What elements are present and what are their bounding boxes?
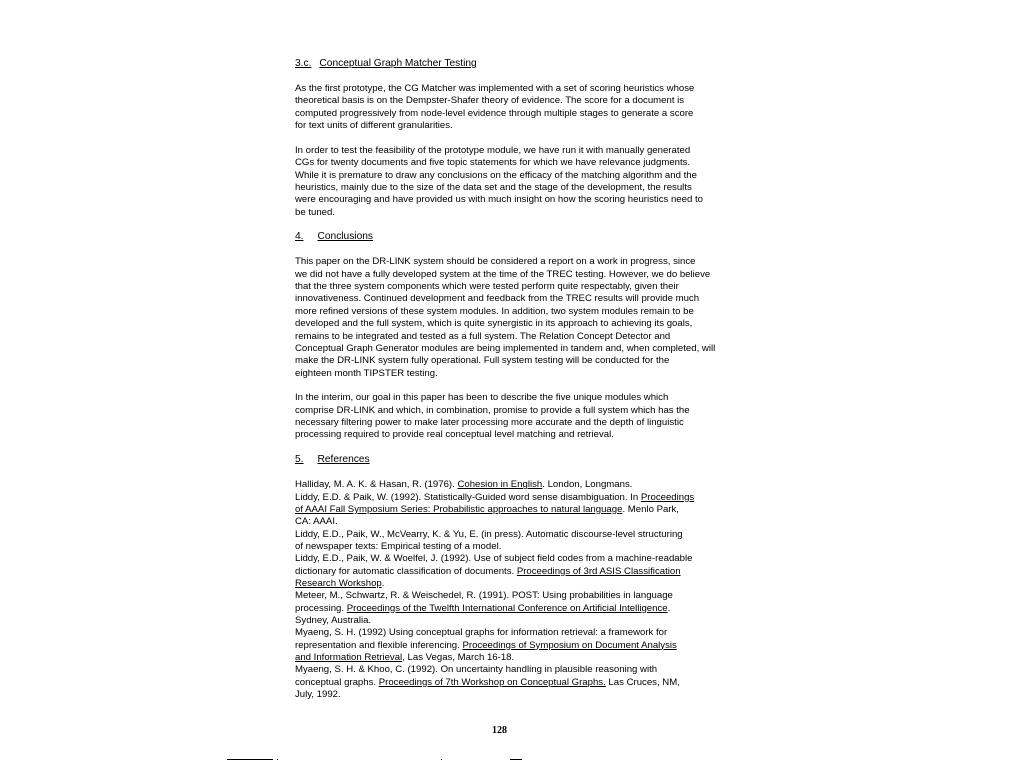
paragraph <box>295 145 725 219</box>
text-line: necessary filtering power to make later processing more accurate and the depth of linguistic <box>295 417 684 429</box>
text-line: CGs for twenty documents and five topic statements for which we have relevance judgments. <box>295 157 691 169</box>
reference-line <box>295 652 725 664</box>
paragraph <box>295 392 725 441</box>
text-line: In order to test the feasibility of the prototype module, we have run it with manually generated <box>295 144 691 156</box>
reference-text: Liddy, E.D., Paik, W. & Woelfel, J. (1992). Use of subject field codes from a machine-readable <box>295 553 693 565</box>
paragraph <box>295 256 725 379</box>
reference-title: Proceedings of Symposium on Document Analysis <box>462 639 677 651</box>
text-line: for text units of different granularities. <box>295 120 453 132</box>
text-line: that the three system components which were tested perform quite respectably, given their <box>295 281 679 293</box>
section-title: References <box>317 454 370 466</box>
reference-title: Research Workshop <box>295 578 382 589</box>
text-line: make the DR-LINK system fully operational. Full system testing will be conducted for the <box>295 355 670 367</box>
reference-line <box>295 664 725 676</box>
reference-text: Meteer, M., Schwartz, R. & Weischedel, R. (1991). POST: Using probabilities in language <box>295 590 673 602</box>
document-page <box>295 58 725 701</box>
reference-text: Liddy, E.D., Paik, W., McVearry, K. & Yu, E. (in press). Automatic discourse-level structuring <box>295 528 683 540</box>
text-line: remains to be integrated and tested as a full system. The Relation Concept Detector and <box>295 330 671 342</box>
reference-text: Liddy, E.D. & Paik, W. (1992). Statistically-Guided word sense disambiguation. In <box>295 491 641 503</box>
text-line: While it is premature to draw any conclusions on the efficacy of the matching algorithm and the <box>295 169 697 181</box>
text-line: be tuned. <box>295 206 336 218</box>
reference-text: of newspaper texts: Empirical testing of a model. <box>295 540 502 552</box>
reference-text: Myaeng, S. H. (1992) Using conceptual graphs for information retrieval: a framework for <box>295 627 668 639</box>
text-line: This paper on the DR-LINK system should be considered a report on a work in progress, since <box>295 256 696 268</box>
reference-text: dictionary for automatic classification of documents. <box>295 565 517 577</box>
reference-text: CA: AAAI. <box>295 516 338 528</box>
reference-text: Halliday, M. A. K. & Hasan, R. (1976). <box>295 479 458 491</box>
reference-text: . Menlo Park, <box>622 503 679 515</box>
reference-line <box>295 565 725 578</box>
reference-line <box>295 602 725 615</box>
text-line: As the first prototype, the CG Matcher was implemented with a set of scoring heuristics whose <box>295 83 695 94</box>
reference-line <box>295 627 725 639</box>
text-line: innovativeness. Continued development and feedback from the TREC results will provide much <box>295 293 700 305</box>
reference-entry <box>295 627 725 664</box>
reference-line <box>295 540 725 553</box>
reference-text: . <box>667 602 671 614</box>
reference-entry <box>295 664 725 701</box>
reference-title: Proceedings of the Twelfth International Conference on Artificial Intelligence <box>346 602 668 614</box>
reference-line <box>295 553 725 565</box>
text-line: we did not have a fully developed system at the time of the TREC testing. However, we do believe <box>295 268 711 280</box>
text-line: Conceptual Graph Generator modules are being implemented in tandem and, when completed, will <box>295 342 716 354</box>
reference-line <box>295 689 725 701</box>
text-line: eighteen month TIPSTER testing. <box>295 367 438 379</box>
section-heading-3c <box>295 58 725 70</box>
footer-rule <box>227 759 273 760</box>
reference-line <box>295 479 725 491</box>
page-number: 128 <box>492 725 507 736</box>
reference-title: of AAAI Fall Symposium Series: Probabilistic approaches to natural language <box>295 503 623 515</box>
reference-text: , Las Vegas, March 16-18. <box>402 652 515 664</box>
text-line: developed and the full system, which is quite synergistic in its approach to achieving its goals, <box>295 318 693 330</box>
text-line: theoretical basis is on the Dempster-Shafer theory of evidence. The score for a document is <box>295 95 685 107</box>
section-number: 5. <box>295 454 304 466</box>
reference-text: . London, Longmans. <box>542 479 633 491</box>
reference-text: . <box>381 578 385 589</box>
reference-entry <box>295 590 725 627</box>
section-heading-5 <box>295 454 725 466</box>
section-heading-4 <box>295 231 725 243</box>
reference-title: and Information Retrieval <box>295 652 403 664</box>
reference-text: conceptual graphs. <box>295 676 379 688</box>
reference-title: Proceedings of 3rd ASIS Classification <box>516 565 681 577</box>
text-line: were encouraging and have provided us with much insight on how the scoring heuristics need to <box>295 194 703 206</box>
scan-artifact <box>277 759 278 760</box>
section-title: Conceptual Graph Matcher Testing <box>319 58 477 69</box>
reference-line <box>295 578 725 590</box>
reference-line <box>295 516 725 528</box>
section-title: Conclusions <box>317 231 373 243</box>
reference-title: Cohesion in English <box>457 479 543 491</box>
reference-line <box>295 590 725 602</box>
reference-text: Myaeng, S. H. & Khoo, C. (1992). On uncertainty handling in plausible reasoning with <box>295 664 658 676</box>
reference-list <box>295 479 725 701</box>
reference-line <box>295 528 725 541</box>
text-line: processing required to provide real conceptual level matching and retrieval. <box>295 429 614 441</box>
section-number: 4. <box>295 231 304 243</box>
paragraph <box>295 83 725 132</box>
reference-line <box>295 615 725 627</box>
reference-line <box>295 676 725 689</box>
reference-line <box>295 503 725 516</box>
reference-text: Las Cruces, NM, <box>605 676 680 688</box>
reference-text: Sydney, Australia. <box>295 615 372 627</box>
text-line: In the interim, our goal in this paper has been to describe the five unique modules which <box>295 392 669 404</box>
reference-line <box>295 639 725 652</box>
reference-text: processing. <box>295 602 347 614</box>
reference-entry <box>295 492 725 529</box>
text-line: heuristics, mainly due to the size of the data set and the stage of the development, the results <box>295 181 692 193</box>
reference-entry <box>295 529 725 554</box>
text-line: computed progressively from node-level evidence through multiple stages to generate a score <box>295 107 694 119</box>
reference-title: Proceedings of 7th Workshop on Conceptual Graphs. <box>378 676 606 688</box>
reference-text: representation and flexible inferencing. <box>295 639 463 651</box>
reference-entry <box>295 553 725 590</box>
section-number: 3.c. <box>295 58 312 69</box>
reference-line <box>295 491 725 504</box>
reference-text: July, 1992. <box>295 689 341 701</box>
scan-artifact <box>441 759 442 760</box>
reference-title: Proceedings <box>640 491 695 503</box>
scan-artifact <box>510 759 522 760</box>
text-line: more refined versions of these system modules. In addition, two system modules remain to be <box>295 305 694 317</box>
reference-entry <box>295 479 725 491</box>
text-line: comprise DR-LINK and which, in combination, promise to provide a full system which has the <box>295 404 690 416</box>
